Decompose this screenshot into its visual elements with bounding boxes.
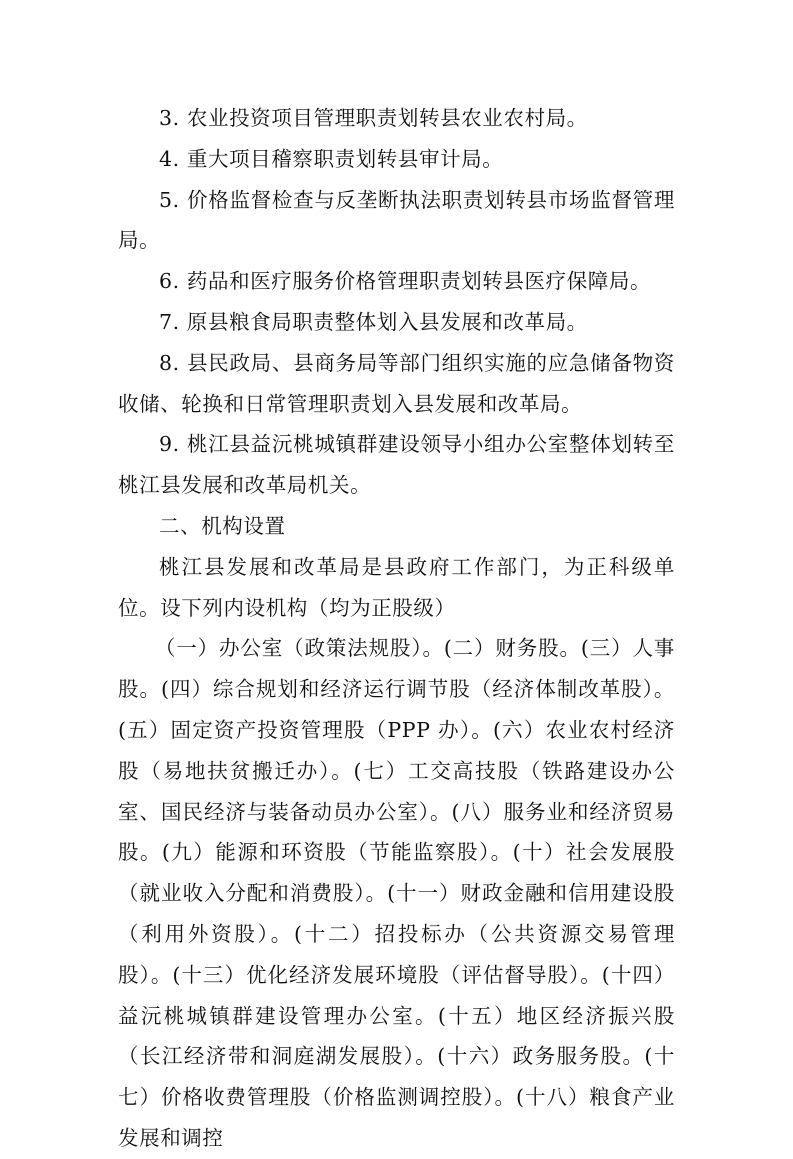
internal-units-paragraph: （一）办公室（政策法规股）。(二）财务股。(三）人事股。(四）综合规划和经济运行调节股（经济体制改革股）。(五）固定资产投资管理股（PPP 办）。(六）农业农村经济股（易地扶贫搬迁办）。(七）工交高技股（铁路建设办公室、国民经济与装备动员办公室）。(八）服务业和经济贸易股。(九）能源和环资股（节能监察股）。(十）社会发展股（就业收入分配和消费股）。(十一）财政金融和信用建设股（利用外资股）。(十二）招投标办（公共资源交易管理股）。(十三）优化经济发展环境股（评估督导股）。(十四）益沅桃城镇群建设管理办公室。(十五）地区经济振兴股（长江经济带和洞庭湖发展股）。(十六）政务服务股。(十七）价格收费管理股（价格监测调控股）。(十八）粮食产业发展和调控 xyxy=(118,636,675,1150)
institution-intro-paragraph: 桃江县发展和改革局是县政府工作部门，为正科级单位。设下列内设机构（均为正股级） xyxy=(118,554,675,620)
paragraph-item-6: 6. 药品和医疗服务价格管理职责划转县医疗保障局。 xyxy=(159,269,652,294)
paragraph-item-9: 9. 桃江县益沅桃城镇群建设领导小组办公室整体划转至桃江县发展和改革局机关。 xyxy=(118,432,675,498)
paragraph-item-4: 4. 重大项目稽察职责划转县审计局。 xyxy=(159,146,504,171)
paragraph-item-7: 7. 原县粮食局职责整体划入县发展和改革局。 xyxy=(159,309,588,334)
section-heading-institution-setup: 二、机构设置 xyxy=(159,513,286,538)
paragraph-item-3: 3. 农业投资项目管理职责划转县农业农村局。 xyxy=(159,106,588,130)
document-body xyxy=(118,98,675,1159)
paragraph-item-5: 5. 价格监督检查与反垄断执法职责划转县市场监督管理局。 xyxy=(118,187,675,253)
paragraph-item-8: 8. 县民政局、县商务局等部门组织实施的应急储备物资收储、轮换和日常管理职责划入县发展和改革局。 xyxy=(118,350,675,416)
